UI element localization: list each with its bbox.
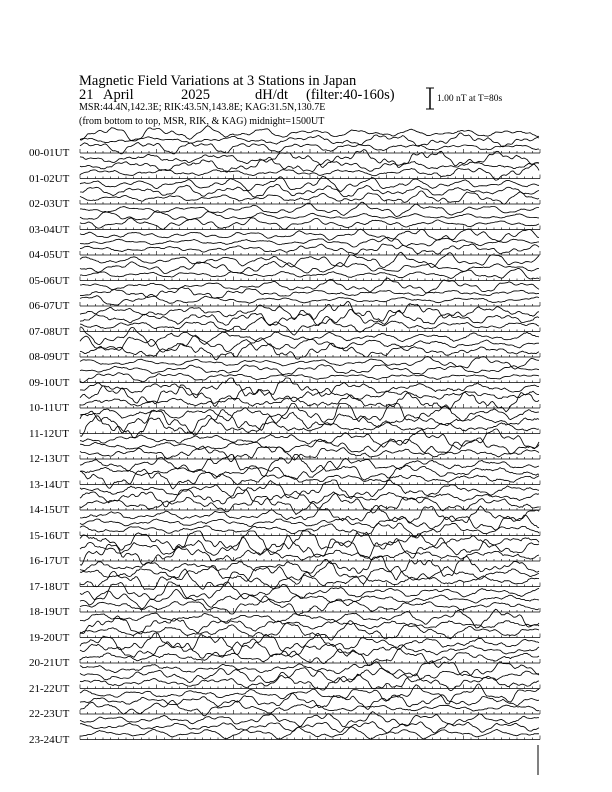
hour-panel	[80, 327, 540, 360]
trace-rik	[80, 410, 539, 434]
hour-panel	[80, 609, 540, 640]
hour-panel	[80, 126, 540, 154]
trace-msr	[80, 494, 539, 515]
hour-label: 21-22UT	[29, 682, 70, 695]
hour-panel	[80, 633, 540, 666]
date-year: 2025	[181, 87, 210, 103]
date-month: April	[103, 87, 134, 103]
scale-bar-label: 1.00 nT at T=80s	[437, 94, 503, 104]
hour-panel	[80, 176, 540, 204]
trace-msr	[80, 268, 539, 279]
hour-panel	[80, 278, 540, 306]
hour-label: 14-15UT	[29, 504, 70, 516]
trace-kag	[80, 229, 539, 241]
filter-label: (filter:40-160s)	[306, 87, 395, 103]
quantity-label: dH/dt	[255, 87, 289, 103]
trace-rik	[80, 642, 539, 658]
hour-panel	[80, 480, 540, 515]
hour-label: 04-05UT	[29, 249, 70, 261]
hour-label: 23-24UT	[29, 733, 70, 746]
hour-label: 19-20UT	[29, 631, 70, 644]
hour-label: 00-01UT	[29, 147, 70, 159]
hour-label: 11-12UT	[29, 427, 69, 440]
hour-label: 16-17UT	[29, 555, 70, 567]
hour-label: 01-02UT	[29, 172, 70, 185]
hour-label: 09-10UT	[29, 376, 70, 389]
hour-panel	[80, 357, 540, 383]
hour-panel	[80, 712, 540, 740]
trace-rik	[80, 461, 539, 480]
chart-title: Magnetic Field Variations at 3 Stations in Japan	[79, 73, 357, 89]
station-coordinates: MSR:44.4N,142.3E; RIK:43.5N,143.8E; KAG:31.5N,130.7E	[79, 102, 326, 113]
trace-rik	[80, 184, 539, 197]
hour-panel	[80, 582, 540, 615]
trace-msr	[80, 727, 539, 739]
hour-label: 12-13UT	[29, 453, 70, 465]
hour-panel	[80, 229, 540, 255]
hour-label: 17-18UT	[29, 580, 70, 593]
trace-rik	[80, 365, 539, 375]
trace-order-note: (from bottom to top, MSR, RIK, & KAG) midnight=1500UT	[79, 116, 325, 127]
hour-panels	[80, 126, 540, 775]
hour-label: 03-04UT	[29, 223, 70, 236]
trace-rik	[80, 287, 539, 298]
hour-panel	[80, 557, 540, 590]
hour-panel	[80, 252, 540, 280]
trace-rik	[80, 438, 539, 454]
trace-rik	[80, 237, 539, 247]
hour-panel	[80, 404, 540, 438]
hour-label: 07-08UT	[29, 325, 70, 338]
hour-label: 08-09UT	[29, 351, 70, 363]
trace-kag	[80, 126, 539, 141]
hour-panel	[80, 302, 540, 336]
hour-label: 13-14UT	[29, 478, 70, 491]
trace-rik	[80, 536, 539, 559]
hour-label: 02-03UT	[29, 198, 70, 210]
hour-label: 22-23UT	[29, 708, 70, 720]
trace-msr	[80, 294, 539, 305]
hour-label: 15-16UT	[29, 529, 70, 542]
hour-panel	[80, 378, 540, 412]
hour-label: 10-11UT	[29, 402, 69, 414]
hour-label: 05-06UT	[29, 274, 70, 287]
scale-bar	[426, 88, 434, 109]
date-day: 21	[79, 87, 94, 103]
hour-panel	[80, 661, 540, 691]
hour-panel	[80, 202, 540, 229]
trace-msr	[80, 416, 539, 438]
hour-panel	[80, 150, 540, 181]
trace-rik	[80, 211, 539, 220]
hour-label: 18-19UT	[29, 606, 70, 618]
hour-label: 06-07UT	[29, 300, 70, 312]
trace-rik	[80, 335, 539, 352]
hour-panel	[80, 455, 540, 489]
trace-msr	[80, 244, 539, 254]
trace-kag	[80, 357, 539, 370]
hour-label: 20-21UT	[29, 657, 70, 669]
trace-msr	[80, 392, 539, 412]
hour-panel	[80, 531, 540, 565]
